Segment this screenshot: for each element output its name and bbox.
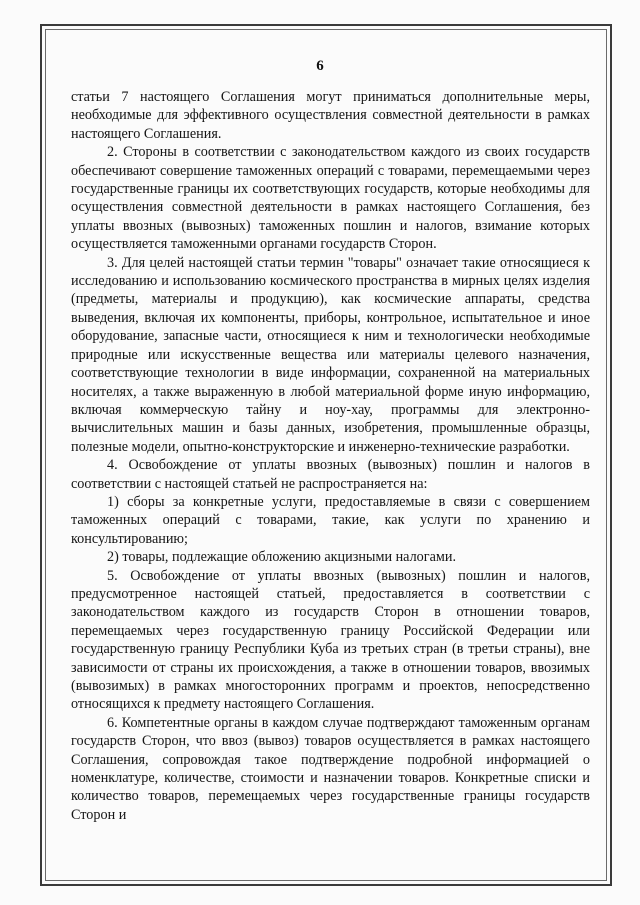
paragraph-8: 6. Компетентные органы в каждом случае подтверждают таможенным органам государств Сторон, что ввоз (вывоз) товаров осуществляется в рамках настоящего Соглашения, сопровождая такое подтверждение подробной информацией о номенклатуре, количестве, стоимости и назначении товаров. Конкретные списки и количество товаров, перемещаемых через государственные границы государств Сторон и	[71, 714, 590, 823]
paragraph-7: 5. Освобождение от уплаты ввозных (вывозных) пошлин и налогов, предусмотренное настоящей статьей, предоставляется в соответствии с законодательством каждого из государств Сторон в отношении товаров, перемещаемых через государственную границу Российской Федерации или государственную границу Республики Куба из третьих стран (в третьи страны), вне зависимости от страны их происхождения, а также в отношении товаров, ввозимых (вывозимых) в рамках многосторонних программ и проектов, непосредственно относящихся к предмету настоящего Соглашения.	[71, 567, 590, 713]
page-number: 6	[316, 58, 324, 74]
document-body	[71, 88, 590, 824]
paragraph-6: 2) товары, подлежащие обложению акцизными налогами.	[107, 549, 456, 566]
paragraph-1: статьи 7 настоящего Соглашения могут приниматься дополнительные меры, необходимые для эффективного осуществления совместной деятельности в рамках настоящего Соглашения.	[71, 89, 590, 142]
paragraph-2: 2. Стороны в соответствии с законодательством каждого из своих государств обеспечивают совершение таможенных операций с товарами, перемещаемыми через государственные границы их соответствующих государств, которые необходимы для осуществления совместной деятельности в рамках настоящего Соглашения, без уплаты ввозных (вывозных) таможенных пошлин и налогов, взимание которых осуществляется таможенными органами государств Сторон.	[71, 144, 590, 253]
paragraph-4: 4. Освобождение от уплаты ввозных (вывозных) пошлин и налогов в соответствии с настоящей статьей не распространяется на:	[71, 457, 590, 492]
paragraph-5: 1) сборы за конкретные услуги, предоставляемые в связи с совершением таможенных операций с товарами, такие, как услуги по хранению и консультированию;	[71, 493, 590, 547]
paragraph-3: 3. Для целей настоящей статьи термин "товары" означает такие относящиеся к исследованию и использованию космического пространства в мирных целях изделия (предметы, материалы и продукцию), как космические аппараты, средства выведения, включая их компоненты, приборы, контрольное, испытательное и иное оборудование, запасные части, относящиеся к ним и технологически необходимые природные или искусственные вещества или материалы целевого назначения, соответствующие технологии в виде информации, сохраненной на материальных носителях, а также выраженную в любой материальной форме иную информацию, включая коммерческую тайну и ноу-хау, программы для электронно-вычислительных машин и базы данных, изобретения, промышленные образцы, полезные модели, опытно-конструкторские и инженерно-технические разработки.	[71, 254, 590, 455]
